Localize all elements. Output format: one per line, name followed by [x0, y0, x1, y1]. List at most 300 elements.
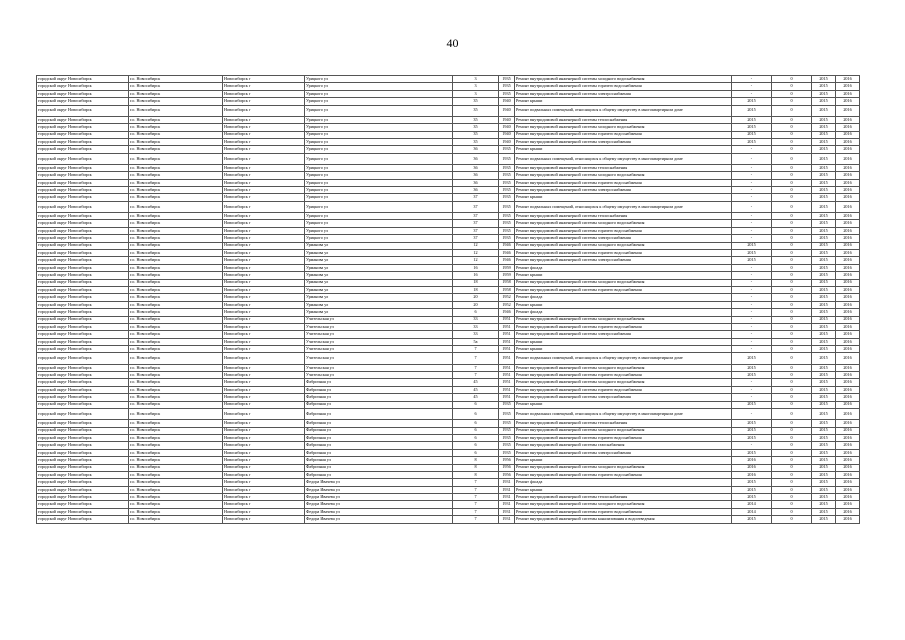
- zero-cell: 0: [772, 486, 812, 493]
- city-cell: Новосибирск г: [223, 116, 305, 123]
- plan-start-cell: 2015: [812, 316, 836, 323]
- previous-year-cell: -: [732, 220, 772, 227]
- build-year-cell: 1940: [499, 116, 515, 123]
- city-cell: Новосибирск г: [223, 353, 305, 364]
- house-number-cell: 12: [453, 249, 499, 256]
- zero-cell: 0: [772, 76, 812, 83]
- build-year-cell: 1951: [499, 364, 515, 371]
- street-cell: Фабричная ул: [305, 457, 453, 464]
- street-cell: Федора Ивачева ул: [305, 516, 453, 523]
- previous-year-cell: 2015: [732, 516, 772, 523]
- build-year-cell: 1951: [499, 316, 515, 323]
- plan-start-cell: 2015: [812, 323, 836, 330]
- work-type-cell: Ремонт внутридомовой инженерной системы холодного водоснабжения: [515, 76, 732, 83]
- previous-year-cell: -: [732, 227, 772, 234]
- house-number-cell: 7: [453, 346, 499, 353]
- district-cell: г.о. Новосибирск: [129, 353, 223, 364]
- work-type-cell: Ремонт внутридомовой инженерной системы холодного водоснабжения: [515, 364, 732, 371]
- plan-start-cell: 2015: [812, 372, 836, 379]
- municipality-cell: городской округ Новосибирск: [37, 220, 129, 227]
- previous-year-cell: 2015: [732, 486, 772, 493]
- house-number-cell: 3: [453, 83, 499, 90]
- zero-cell: 0: [772, 179, 812, 186]
- previous-year-cell: 2016: [732, 471, 772, 478]
- city-cell: Новосибирск г: [223, 323, 305, 330]
- plan-start-cell: 2015: [812, 286, 836, 293]
- zero-cell: 0: [772, 201, 812, 212]
- table-row: [37, 372, 860, 379]
- plan-end-cell: 2016: [836, 401, 860, 408]
- plan-end-cell: 2016: [836, 201, 860, 212]
- street-cell: Урицкого ул: [305, 187, 453, 194]
- table-row: [37, 124, 860, 131]
- plan-end-cell: 2016: [836, 172, 860, 179]
- zero-cell: 0: [772, 294, 812, 301]
- city-cell: Новосибирск г: [223, 309, 305, 316]
- table-row: [37, 264, 860, 271]
- municipality-cell: городской округ Новосибирск: [37, 83, 129, 90]
- municipality-cell: городской округ Новосибирск: [37, 301, 129, 308]
- plan-end-cell: 2016: [836, 516, 860, 523]
- table-body: [37, 76, 860, 524]
- municipality-cell: городской округ Новосибирск: [37, 264, 129, 271]
- house-number-cell: 6: [453, 401, 499, 408]
- municipality-cell: городской округ Новосибирск: [37, 471, 129, 478]
- street-cell: Урицкого ул: [305, 98, 453, 105]
- table-row: [37, 471, 860, 478]
- build-year-cell: 1935: [499, 179, 515, 186]
- district-cell: г.о. Новосибирск: [129, 227, 223, 234]
- build-year-cell: 1931: [499, 479, 515, 486]
- plan-start-cell: 2015: [812, 257, 836, 264]
- district-cell: г.о. Новосибирск: [129, 172, 223, 179]
- plan-end-cell: 2016: [836, 213, 860, 220]
- city-cell: Новосибирск г: [223, 164, 305, 171]
- street-cell: Урицкого ул: [305, 105, 453, 116]
- work-type-cell: Ремонт внутридомовой инженерной системы горячего водоснабжения: [515, 434, 732, 441]
- city-cell: Новосибирск г: [223, 264, 305, 271]
- plan-end-cell: 2016: [836, 286, 860, 293]
- city-cell: Новосибирск г: [223, 279, 305, 286]
- previous-year-cell: -: [732, 408, 772, 419]
- zero-cell: 0: [772, 90, 812, 97]
- table-row: [37, 323, 860, 330]
- plan-end-cell: 2016: [836, 372, 860, 379]
- plan-end-cell: 2016: [836, 457, 860, 464]
- build-year-cell: 1959: [499, 264, 515, 271]
- city-cell: Новосибирск г: [223, 138, 305, 145]
- plan-start-cell: 2015: [812, 138, 836, 145]
- city-cell: Новосибирск г: [223, 442, 305, 449]
- previous-year-cell: -: [732, 213, 772, 220]
- city-cell: Новосибирск г: [223, 434, 305, 441]
- plan-end-cell: 2016: [836, 90, 860, 97]
- house-number-cell: 7: [453, 353, 499, 364]
- work-type-cell: Ремонт внутридомовой инженерной системы электроснабжения: [515, 449, 732, 456]
- municipality-cell: городской округ Новосибирск: [37, 331, 129, 338]
- municipality-cell: городской округ Новосибирск: [37, 364, 129, 371]
- district-cell: г.о. Новосибирск: [129, 331, 223, 338]
- previous-year-cell: 2015: [732, 131, 772, 138]
- plan-start-cell: 2015: [812, 346, 836, 353]
- municipality-cell: городской округ Новосибирск: [37, 457, 129, 464]
- district-cell: г.о. Новосибирск: [129, 457, 223, 464]
- municipality-cell: городской округ Новосибирск: [37, 179, 129, 186]
- municipality-cell: городской округ Новосибирск: [37, 516, 129, 523]
- previous-year-cell: -: [732, 323, 772, 330]
- street-cell: Урицкого ул: [305, 201, 453, 212]
- street-cell: Учительская ул: [305, 346, 453, 353]
- street-cell: Урицкого ул: [305, 76, 453, 83]
- house-number-cell: 37: [453, 220, 499, 227]
- previous-year-cell: 2015: [732, 434, 772, 441]
- plan-start-cell: 2015: [812, 479, 836, 486]
- work-type-cell: Ремонт внутридомовой инженерной системы горячего водоснабжения: [515, 471, 732, 478]
- build-year-cell: 1946: [499, 309, 515, 316]
- street-cell: Фабричная ул: [305, 379, 453, 386]
- zero-cell: 0: [772, 249, 812, 256]
- work-type-cell: Ремонт внутридомовой инженерной системы горячего водоснабжения: [515, 227, 732, 234]
- city-cell: Новосибирск г: [223, 201, 305, 212]
- street-cell: Урманова ул: [305, 249, 453, 256]
- plan-start-cell: 2015: [812, 105, 836, 116]
- previous-year-cell: -: [732, 338, 772, 345]
- plan-end-cell: 2016: [836, 194, 860, 201]
- build-year-cell: 1946: [499, 249, 515, 256]
- build-year-cell: 1951: [499, 379, 515, 386]
- work-type-cell: Ремонт крыши: [515, 457, 732, 464]
- build-year-cell: 1951: [499, 338, 515, 345]
- city-cell: Новосибирск г: [223, 124, 305, 131]
- municipality-cell: городской округ Новосибирск: [37, 131, 129, 138]
- work-type-cell: Ремонт внутридомовой инженерной системы холодного водоснабжения: [515, 316, 732, 323]
- street-cell: Урицкого ул: [305, 235, 453, 242]
- street-cell: Урманова ул: [305, 286, 453, 293]
- work-type-cell: Ремонт крыши: [515, 338, 732, 345]
- street-cell: Урицкого ул: [305, 179, 453, 186]
- plan-end-cell: 2016: [836, 227, 860, 234]
- city-cell: Новосибирск г: [223, 172, 305, 179]
- street-cell: Урицкого ул: [305, 164, 453, 171]
- municipality-cell: городской округ Новосибирск: [37, 116, 129, 123]
- previous-year-cell: 2015: [732, 427, 772, 434]
- previous-year-cell: -: [732, 179, 772, 186]
- district-cell: г.о. Новосибирск: [129, 471, 223, 478]
- plan-end-cell: 2016: [836, 301, 860, 308]
- work-type-cell: Ремонт крыши: [515, 146, 732, 153]
- previous-year-cell: -: [732, 83, 772, 90]
- municipality-cell: городской округ Новосибирск: [37, 242, 129, 249]
- city-cell: Новосибирск г: [223, 220, 305, 227]
- plan-start-cell: 2015: [812, 386, 836, 393]
- build-year-cell: 1951: [499, 331, 515, 338]
- build-year-cell: 1940: [499, 124, 515, 131]
- street-cell: Урицкого ул: [305, 90, 453, 97]
- zero-cell: 0: [772, 187, 812, 194]
- zero-cell: 0: [772, 164, 812, 171]
- zero-cell: 0: [772, 394, 812, 401]
- table-row: [37, 279, 860, 286]
- plan-end-cell: 2016: [836, 179, 860, 186]
- plan-start-cell: 2015: [812, 164, 836, 171]
- previous-year-cell: -: [732, 331, 772, 338]
- house-number-cell: 6: [453, 427, 499, 434]
- work-type-cell: Ремонт внутридомовой инженерной системы теплоснабжения: [515, 116, 732, 123]
- house-number-cell: 37: [453, 227, 499, 234]
- work-type-cell: Ремонт внутридомовой инженерной системы горячего водоснабжения: [515, 179, 732, 186]
- work-type-cell: Ремонт подвальных помещений, относящихся к общему имуществу в многоквартирном доме: [515, 153, 732, 164]
- table-row: [37, 286, 860, 293]
- zero-cell: 0: [772, 508, 812, 515]
- plan-start-cell: 2015: [812, 116, 836, 123]
- district-cell: г.о. Новосибирск: [129, 83, 223, 90]
- zero-cell: 0: [772, 227, 812, 234]
- street-cell: Урицкого ул: [305, 124, 453, 131]
- city-cell: Новосибирск г: [223, 294, 305, 301]
- work-type-cell: Ремонт крыши: [515, 346, 732, 353]
- build-year-cell: 1951: [499, 353, 515, 364]
- build-year-cell: 1940: [499, 105, 515, 116]
- table-row: [37, 346, 860, 353]
- street-cell: Фабричная ул: [305, 449, 453, 456]
- table-row: [37, 420, 860, 427]
- table-row: [37, 364, 860, 371]
- plan-end-cell: 2016: [836, 471, 860, 478]
- city-cell: Новосибирск г: [223, 146, 305, 153]
- build-year-cell: 1956: [499, 471, 515, 478]
- table-row: [37, 464, 860, 471]
- previous-year-cell: 2015: [732, 116, 772, 123]
- district-cell: г.о. Новосибирск: [129, 220, 223, 227]
- house-number-cell: 37: [453, 235, 499, 242]
- previous-year-cell: 2015: [732, 372, 772, 379]
- street-cell: Урманова ул: [305, 257, 453, 264]
- district-cell: г.о. Новосибирск: [129, 427, 223, 434]
- city-cell: Новосибирск г: [223, 346, 305, 353]
- city-cell: Новосибирск г: [223, 427, 305, 434]
- plan-start-cell: 2015: [812, 449, 836, 456]
- city-cell: Новосибирск г: [223, 242, 305, 249]
- street-cell: Урицкого ул: [305, 146, 453, 153]
- build-year-cell: 1935: [499, 164, 515, 171]
- municipality-cell: городской округ Новосибирск: [37, 194, 129, 201]
- previous-year-cell: 2015: [732, 124, 772, 131]
- plan-end-cell: 2016: [836, 316, 860, 323]
- municipality-cell: городской округ Новосибирск: [37, 434, 129, 441]
- plan-end-cell: 2016: [836, 434, 860, 441]
- zero-cell: 0: [772, 364, 812, 371]
- build-year-cell: 1935: [499, 201, 515, 212]
- city-cell: Новосибирск г: [223, 83, 305, 90]
- zero-cell: 0: [772, 264, 812, 271]
- street-cell: Учительская ул: [305, 353, 453, 364]
- build-year-cell: 1935: [499, 427, 515, 434]
- street-cell: Фабричная ул: [305, 408, 453, 419]
- street-cell: Фабричная ул: [305, 420, 453, 427]
- previous-year-cell: 2015: [732, 138, 772, 145]
- plan-end-cell: 2016: [836, 420, 860, 427]
- work-type-cell: Ремонт крыши: [515, 301, 732, 308]
- city-cell: Новосибирск г: [223, 508, 305, 515]
- plan-start-cell: 2015: [812, 379, 836, 386]
- work-type-cell: Ремонт внутридомовой инженерной системы электроснабжения: [515, 90, 732, 97]
- work-type-cell: Ремонт внутридомовой инженерной системы холодного водоснабжения: [515, 172, 732, 179]
- district-cell: г.о. Новосибирск: [129, 187, 223, 194]
- house-number-cell: 36: [453, 179, 499, 186]
- zero-cell: 0: [772, 242, 812, 249]
- work-type-cell: Ремонт фасада: [515, 264, 732, 271]
- table-row: [37, 242, 860, 249]
- table-row: [37, 98, 860, 105]
- build-year-cell: 1951: [499, 372, 515, 379]
- street-cell: Фабричная ул: [305, 434, 453, 441]
- build-year-cell: 1935: [499, 187, 515, 194]
- previous-year-cell: -: [732, 294, 772, 301]
- municipality-cell: городской округ Новосибирск: [37, 213, 129, 220]
- municipality-cell: городской округ Новосибирск: [37, 172, 129, 179]
- plan-end-cell: 2016: [836, 386, 860, 393]
- house-number-cell: 12: [453, 242, 499, 249]
- street-cell: Урманова ул: [305, 309, 453, 316]
- previous-year-cell: -: [732, 346, 772, 353]
- plan-end-cell: 2016: [836, 508, 860, 515]
- house-number-cell: 35: [453, 98, 499, 105]
- previous-year-cell: -: [732, 379, 772, 386]
- house-number-cell: 7: [453, 364, 499, 371]
- house-number-cell: 3: [453, 76, 499, 83]
- work-type-cell: Ремонт внутридомовой инженерной системы холодного водоснабжения: [515, 501, 732, 508]
- table-row: [37, 227, 860, 234]
- municipality-cell: городской округ Новосибирск: [37, 76, 129, 83]
- zero-cell: 0: [772, 479, 812, 486]
- previous-year-cell: -: [732, 235, 772, 242]
- build-year-cell: 1959: [499, 272, 515, 279]
- build-year-cell: 1952: [499, 301, 515, 308]
- city-cell: Новосибирск г: [223, 153, 305, 164]
- zero-cell: 0: [772, 457, 812, 464]
- work-type-cell: Ремонт внутридомовой инженерной системы электроснабжения: [515, 138, 732, 145]
- plan-end-cell: 2016: [836, 153, 860, 164]
- previous-year-cell: -: [732, 301, 772, 308]
- municipality-cell: городской округ Новосибирск: [37, 146, 129, 153]
- house-number-cell: 6: [453, 449, 499, 456]
- district-cell: г.о. Новосибирск: [129, 434, 223, 441]
- build-year-cell: 1935: [499, 420, 515, 427]
- table-row: [37, 494, 860, 501]
- build-year-cell: 1951: [499, 323, 515, 330]
- municipality-cell: городской округ Новосибирск: [37, 124, 129, 131]
- street-cell: Фабричная ул: [305, 442, 453, 449]
- street-cell: Учительская ул: [305, 331, 453, 338]
- city-cell: Новосибирск г: [223, 272, 305, 279]
- work-type-cell: Ремонт внутридомовой инженерной системы горячего водоснабжения: [515, 83, 732, 90]
- municipality-cell: городской округ Новосибирск: [37, 479, 129, 486]
- district-cell: г.о. Новосибирск: [129, 386, 223, 393]
- table-row: [37, 235, 860, 242]
- work-type-cell: Ремонт внутридомовой инженерной системы электроснабжения: [515, 257, 732, 264]
- plan-end-cell: 2016: [836, 353, 860, 364]
- district-cell: г.о. Новосибирск: [129, 464, 223, 471]
- previous-year-cell: 2015: [732, 401, 772, 408]
- city-cell: Новосибирск г: [223, 187, 305, 194]
- plan-start-cell: 2015: [812, 131, 836, 138]
- district-cell: г.о. Новосибирск: [129, 213, 223, 220]
- district-cell: г.о. Новосибирск: [129, 164, 223, 171]
- plan-start-cell: 2015: [812, 264, 836, 271]
- build-year-cell: 1958: [499, 286, 515, 293]
- build-year-cell: 1935: [499, 83, 515, 90]
- plan-start-cell: 2015: [812, 194, 836, 201]
- plan-start-cell: 2015: [812, 442, 836, 449]
- house-number-cell: 16: [453, 264, 499, 271]
- plan-end-cell: 2016: [836, 494, 860, 501]
- municipality-cell: городской округ Новосибирск: [37, 294, 129, 301]
- zero-cell: 0: [772, 464, 812, 471]
- previous-year-cell: 2015: [732, 494, 772, 501]
- plan-end-cell: 2016: [836, 346, 860, 353]
- district-cell: г.о. Новосибирск: [129, 449, 223, 456]
- previous-year-cell: 2015: [732, 98, 772, 105]
- plan-start-cell: 2015: [812, 83, 836, 90]
- build-year-cell: 1935: [499, 235, 515, 242]
- district-cell: г.о. Новосибирск: [129, 179, 223, 186]
- table-row: [37, 379, 860, 386]
- previous-year-cell: 2014: [732, 501, 772, 508]
- house-number-cell: 7: [453, 508, 499, 515]
- municipality-cell: городской округ Новосибирск: [37, 408, 129, 419]
- plan-end-cell: 2016: [836, 264, 860, 271]
- city-cell: Новосибирск г: [223, 379, 305, 386]
- capital-repair-table: [36, 75, 860, 524]
- district-cell: г.о. Новосибирск: [129, 364, 223, 371]
- district-cell: г.о. Новосибирск: [129, 294, 223, 301]
- zero-cell: 0: [772, 420, 812, 427]
- table-row: [37, 194, 860, 201]
- work-type-cell: Ремонт внутридомовой инженерной системы холодного водоснабжения: [515, 242, 732, 249]
- city-cell: Новосибирск г: [223, 316, 305, 323]
- previous-year-cell: -: [732, 442, 772, 449]
- plan-start-cell: 2015: [812, 227, 836, 234]
- plan-end-cell: 2016: [836, 105, 860, 116]
- previous-year-cell: -: [732, 272, 772, 279]
- plan-end-cell: 2016: [836, 257, 860, 264]
- plan-end-cell: 2016: [836, 408, 860, 419]
- zero-cell: 0: [772, 372, 812, 379]
- municipality-cell: городской округ Новосибирск: [37, 401, 129, 408]
- plan-start-cell: 2015: [812, 98, 836, 105]
- city-cell: Новосибирск г: [223, 386, 305, 393]
- table-row: [37, 116, 860, 123]
- work-type-cell: Ремонт крыши: [515, 272, 732, 279]
- work-type-cell: Ремонт внутридомовой инженерной системы горячего водоснабжения: [515, 323, 732, 330]
- zero-cell: 0: [772, 131, 812, 138]
- district-cell: г.о. Новосибирск: [129, 146, 223, 153]
- district-cell: г.о. Новосибирск: [129, 401, 223, 408]
- plan-start-cell: 2015: [812, 124, 836, 131]
- build-year-cell: 1935: [499, 153, 515, 164]
- plan-start-cell: 2015: [812, 220, 836, 227]
- house-number-cell: 16: [453, 272, 499, 279]
- street-cell: Урманова ул: [305, 272, 453, 279]
- previous-year-cell: 2015: [732, 364, 772, 371]
- build-year-cell: 1935: [499, 90, 515, 97]
- table-row: [37, 501, 860, 508]
- street-cell: Фабричная ул: [305, 401, 453, 408]
- municipality-cell: городской округ Новосибирск: [37, 316, 129, 323]
- house-number-cell: 36: [453, 146, 499, 153]
- street-cell: Учительская ул: [305, 338, 453, 345]
- municipality-cell: городской округ Новосибирск: [37, 338, 129, 345]
